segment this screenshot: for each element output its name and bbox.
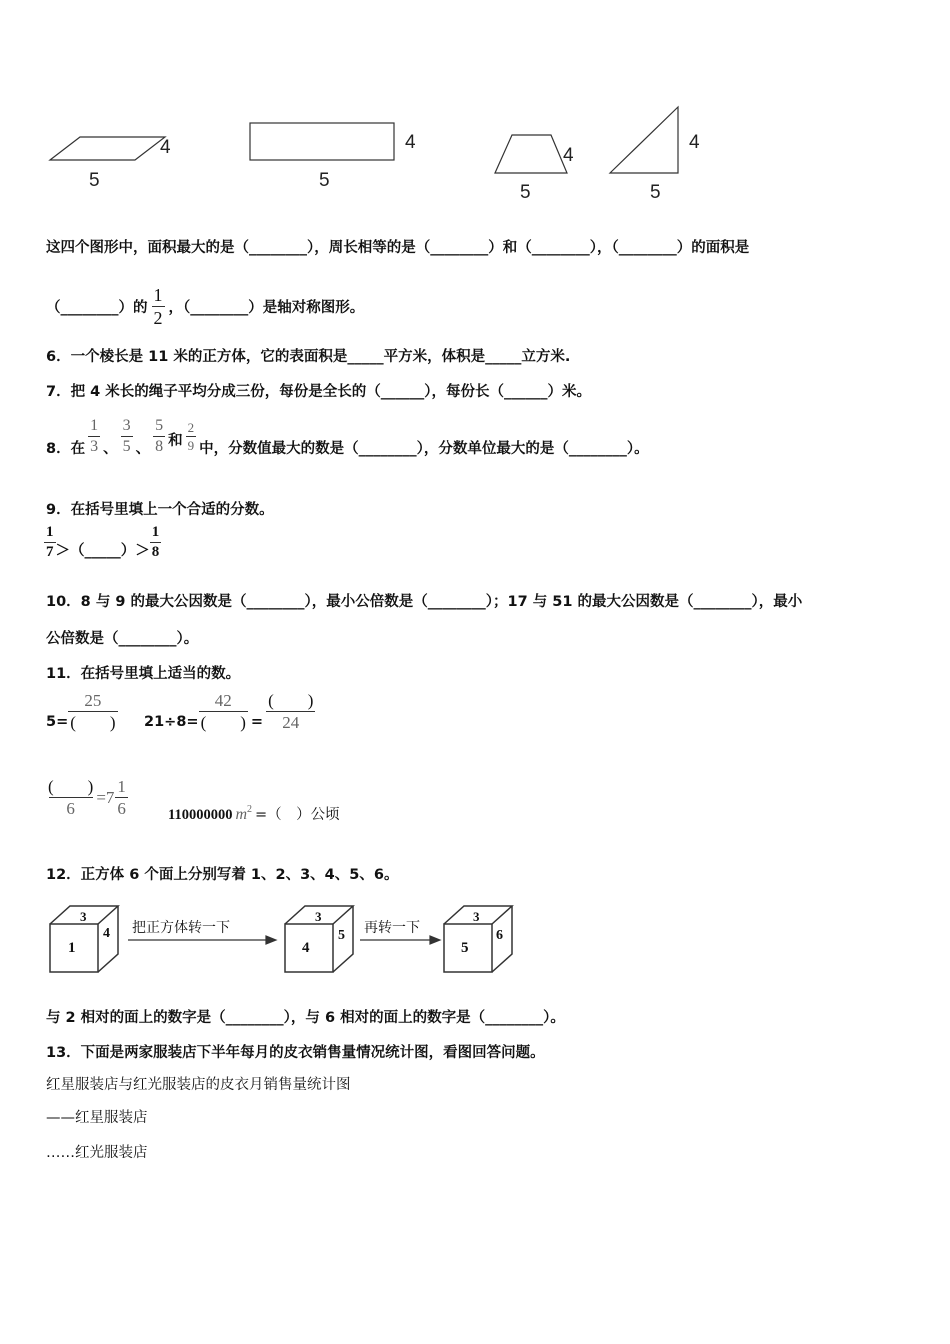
cube2-front: 4 bbox=[302, 940, 310, 956]
q11-eq3-n: ( ) bbox=[48, 777, 94, 796]
arrow1-label: 把正方体转一下 bbox=[132, 920, 230, 936]
rectangle-base-label: 5 bbox=[319, 170, 330, 191]
q13-legend-2: ……红光服装店 bbox=[46, 1145, 148, 1161]
parallelogram-side-label: 4 bbox=[160, 137, 171, 158]
cube3-top: 3 bbox=[473, 909, 480, 924]
q11-eq4-exponent: 2 bbox=[247, 804, 253, 815]
q13-legend-1: ——红星服装店 bbox=[46, 1110, 148, 1126]
q5-frac-denominator: 2 bbox=[153, 308, 163, 328]
q9-right-d: 8 bbox=[151, 544, 160, 560]
q12-answer: 与 2 相对的面上的数字是（________），与 6 相对的面上的数字是（________）。 bbox=[46, 1010, 565, 1026]
q5-line2-suffix: ，（________）是轴对称图形。 bbox=[168, 300, 365, 316]
question-9: 9．在括号里填上一个合适的分数。 bbox=[46, 502, 274, 518]
question-12: 12．正方体 6 个面上分别写着 1、2、3、4、5、6。 bbox=[46, 867, 399, 883]
q5-line2-prefix: （________）的 bbox=[46, 300, 148, 316]
q11-eq1-d: ( ) bbox=[70, 713, 116, 732]
q11-eq4-unit: m bbox=[235, 806, 248, 823]
q11-eq4-rest: =（ ）公顷 bbox=[255, 807, 340, 823]
trapezoid-side-label: 4 bbox=[563, 145, 574, 166]
triangle-shape bbox=[610, 107, 678, 173]
question-11: 11．在括号里填上适当的数。 bbox=[46, 666, 241, 682]
q8-prefix: 8．在 bbox=[46, 440, 86, 457]
cube3-front: 5 bbox=[461, 940, 469, 956]
q9-left-n: 1 bbox=[46, 524, 54, 540]
q8-frac1-n: 1 bbox=[90, 416, 99, 434]
q11-eq2 bbox=[144, 692, 315, 731]
parallelogram-shape bbox=[50, 137, 165, 160]
q11-eq2-equals: = bbox=[250, 713, 264, 730]
q9-right-n: 1 bbox=[151, 524, 160, 540]
q11-eq2-fraction-1 bbox=[199, 692, 248, 731]
arrow2-label: 再转一下 bbox=[364, 920, 420, 936]
q8-frac4-d: 9 bbox=[187, 437, 195, 453]
q9-inequality bbox=[44, 525, 161, 560]
question-7: 7．把 4 米长的绳子平均分成三份，每份是全长的（______），每份长（______）米。 bbox=[46, 384, 592, 400]
cube-rotation-figure bbox=[40, 898, 520, 983]
q8-suffix: 中，分数值最大的数是（________），分数单位最大的是（________）。 bbox=[199, 440, 649, 457]
q11-eq2-n1: 42 bbox=[214, 691, 232, 710]
q11-eq2-fraction-2 bbox=[266, 692, 315, 731]
q8-fraction-2 bbox=[121, 418, 133, 455]
q10-line2: 公倍数是（________）。 bbox=[46, 631, 199, 647]
q8-sep2: 、 bbox=[135, 440, 151, 457]
q8-fraction-1 bbox=[88, 418, 100, 455]
q11-eq3-mixed-fraction bbox=[115, 778, 128, 817]
q8-frac2-n: 3 bbox=[122, 416, 131, 434]
q11-eq4 bbox=[168, 803, 340, 824]
arrow-1 bbox=[128, 936, 276, 944]
trapezoid-base-label: 5 bbox=[520, 182, 531, 203]
rectangle-shape bbox=[250, 123, 394, 160]
q5-fraction bbox=[152, 286, 165, 327]
cube2-top: 3 bbox=[315, 909, 322, 924]
q8-sep3: 和 bbox=[168, 432, 183, 449]
triangle-side-label: 4 bbox=[689, 132, 700, 153]
question-13: 13．下面是两家服装店下半年每月的皮衣销售量情况统计图，看图回答问题。 bbox=[46, 1045, 545, 1061]
q11-eq3-d: 6 bbox=[66, 799, 75, 818]
q9-right-fraction bbox=[150, 525, 162, 560]
arrow-2 bbox=[360, 936, 440, 944]
question-6: 6．一个棱长是 11 米的正方体，它的表面积是_____平方米，体积是_____立方米. bbox=[46, 349, 571, 365]
figures-row bbox=[0, 95, 950, 215]
q9-left-fraction bbox=[44, 525, 56, 560]
q11-eq1 bbox=[46, 692, 118, 731]
q8-fraction-3 bbox=[153, 418, 165, 455]
parallelogram-base-label: 5 bbox=[89, 170, 100, 191]
q8-fraction-4 bbox=[186, 421, 197, 452]
cube2-right: 5 bbox=[338, 928, 345, 943]
q9-middle: ＞（_____）＞ bbox=[55, 543, 150, 559]
q11-eq3-equals: =7 bbox=[96, 787, 115, 807]
q11-eq3-fraction bbox=[46, 778, 95, 817]
rectangle-side-label: 4 bbox=[405, 132, 416, 153]
q8-frac3-d: 8 bbox=[155, 437, 164, 455]
question-8 bbox=[46, 414, 649, 458]
q9-left-d: 7 bbox=[46, 544, 54, 560]
cube1-front: 1 bbox=[68, 940, 76, 956]
q8-frac2-d: 5 bbox=[122, 437, 131, 455]
q11-eq2-n2: ( ) bbox=[268, 691, 314, 710]
q11-eq4-number: 110000000 bbox=[168, 807, 233, 823]
cube3-right: 6 bbox=[496, 928, 503, 943]
q11-eq3-mn: 1 bbox=[117, 777, 126, 796]
q11-eq2-d2: 24 bbox=[282, 713, 300, 732]
q11-eq1-fraction bbox=[68, 692, 117, 731]
cube1-top: 3 bbox=[80, 909, 87, 924]
q8-frac4-n: 2 bbox=[187, 419, 195, 435]
q5-frac-numerator: 1 bbox=[153, 285, 163, 305]
q8-frac3-n: 5 bbox=[155, 416, 164, 434]
q8-sep1: 、 bbox=[103, 440, 118, 457]
q10-line1: 10．8 与 9 的最大公因数是（________），最小公倍数是（________）；17 与 51 的最大公因数是（________），最小 bbox=[46, 594, 803, 610]
q11-eq2-d1: ( ) bbox=[200, 713, 246, 732]
q11-eq2-left: 21÷8= bbox=[144, 713, 199, 730]
q5-line1: 这四个图形中，面积最大的是（________），周长相等的是（________）和（________），（________）的面积是 bbox=[46, 240, 750, 256]
q5-line2 bbox=[46, 286, 364, 327]
q11-eq3 bbox=[46, 778, 128, 817]
triangle-base-label: 5 bbox=[650, 182, 661, 203]
q13-chart-title: 红星服装店与红光服装店的皮衣月销售量统计图 bbox=[46, 1077, 351, 1093]
q11-eq3-md: 6 bbox=[117, 799, 126, 818]
q8-frac1-d: 3 bbox=[90, 437, 99, 455]
cube1-right: 4 bbox=[103, 926, 110, 941]
trapezoid-shape bbox=[495, 135, 567, 173]
q11-eq1-n: 25 bbox=[84, 691, 102, 710]
q11-eq1-left: 5= bbox=[46, 713, 69, 730]
